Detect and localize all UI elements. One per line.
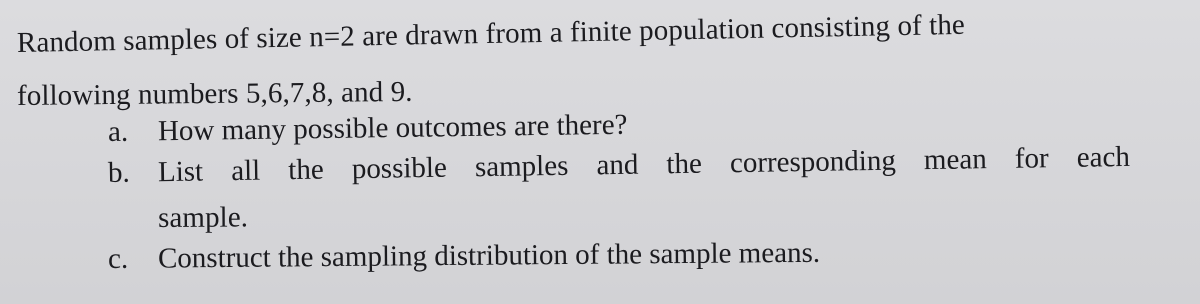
- question-a-marker: a.: [107, 115, 129, 148]
- question-b-word: List: [157, 155, 204, 189]
- question-b-word: all: [230, 154, 261, 188]
- problem-intro-line-1: Random samples of size n=2 are drawn from a finite population consisting of the: [16, 8, 966, 59]
- question-c-marker: c.: [107, 242, 129, 275]
- question-b-word: for: [1014, 142, 1049, 175]
- question-b-word: the: [288, 153, 324, 187]
- problem-intro-line-2: following numbers 5,6,7,8, and 9.: [16, 75, 413, 112]
- question-b-word: each: [1076, 140, 1131, 174]
- question-b-word: the: [666, 147, 703, 181]
- question-b-word: mean: [923, 143, 987, 177]
- question-b-text-line-1: [158, 141, 1130, 188]
- question-c-text: Construct the sampling distribution of the sample means.: [157, 236, 821, 275]
- question-b-marker: b.: [107, 156, 130, 189]
- question-b-word: samples: [474, 149, 569, 184]
- question-a-text: How many possible outcomes are there?: [157, 108, 628, 148]
- question-c: [108, 234, 1158, 277]
- question-b: [108, 141, 1158, 191]
- question-b-word: possible: [351, 151, 448, 186]
- question-b-text-line-2: sample.: [157, 201, 249, 234]
- question-b-word: corresponding: [729, 144, 897, 180]
- question-b-word: and: [596, 148, 639, 182]
